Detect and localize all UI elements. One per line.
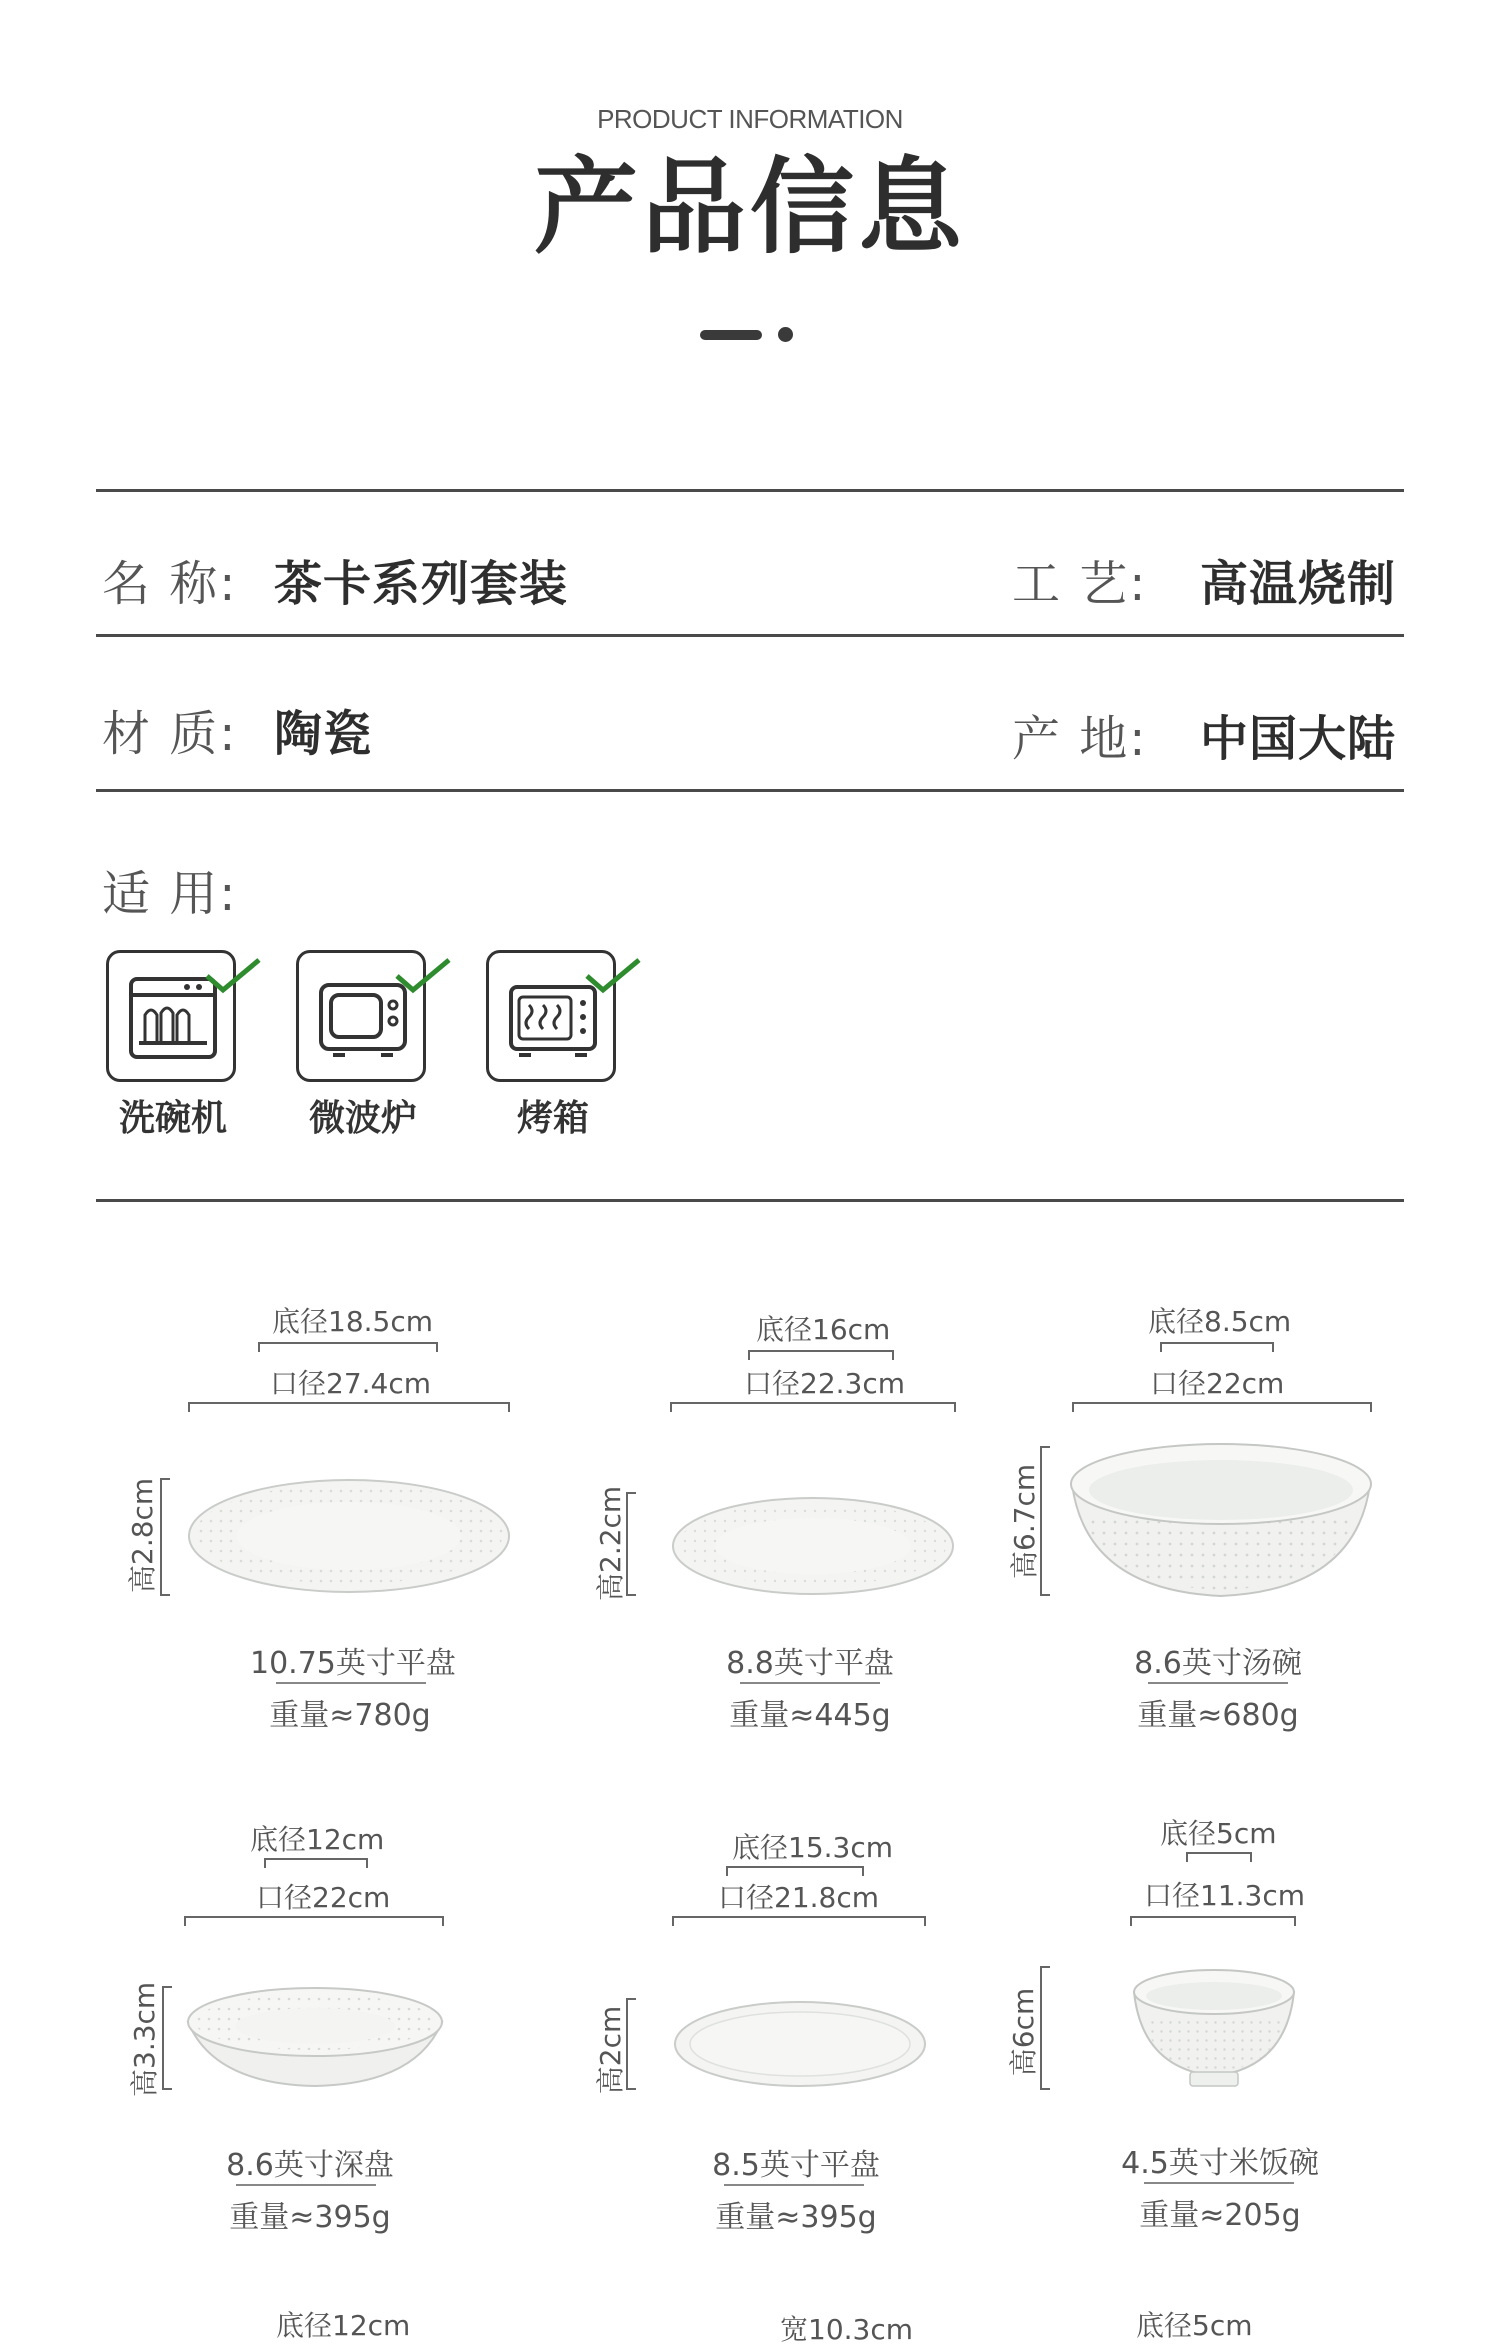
check-icon (393, 956, 453, 996)
name-underline (724, 2184, 864, 2186)
width-label: 宽10.3cm (780, 2313, 914, 2346)
usage-label: 适 用: (102, 866, 238, 922)
product-name: 4.5英寸米饭碗 (1121, 2146, 1319, 2181)
product-weight: 重量≈445g (729, 1698, 891, 1733)
mouth-diameter-bracket (1072, 1402, 1372, 1412)
height-label: 高6.7cm (1008, 1463, 1041, 1579)
mouth-diameter-label: 口径27.4cm (270, 1367, 432, 1400)
deep-plate-image (184, 1984, 446, 2088)
usage-item-label: 烤箱 (516, 1098, 589, 1139)
usage-item-label: 微波炉 (308, 1098, 417, 1139)
mouth-diameter-bracket (670, 1402, 956, 1412)
base-diameter-bracket (264, 1858, 368, 1868)
product-name: 8.5英寸平盘 (712, 2148, 880, 2183)
mouth-diameter-label: 口径22cm (256, 1881, 391, 1914)
base-diameter-label: 底径15.3cm (732, 1831, 894, 1864)
craft-label: 工 艺: (1012, 556, 1148, 612)
craft-value: 高温烧制 (1200, 556, 1397, 612)
flat-plate-image (670, 1496, 956, 1600)
base-diameter-label: 底径5cm (1136, 2309, 1253, 2342)
base-diameter-label: 底径12cm (276, 2309, 411, 2342)
base-diameter-bracket (1160, 1342, 1274, 1352)
soup-bowl-image (1066, 1440, 1376, 1600)
product-weight: 重量≈680g (1137, 1698, 1299, 1733)
origin-label: 产 地: (1012, 711, 1148, 767)
height-label: 高2cm (594, 2005, 627, 2095)
product-weight: 重量≈395g (229, 2200, 391, 2235)
check-icon (203, 956, 263, 996)
mouth-diameter-bracket (188, 1402, 510, 1412)
base-diameter-bracket (1186, 1852, 1252, 1862)
base-diameter-label: 底径12cm (250, 1823, 385, 1856)
product-name: 8.6英寸深盘 (226, 2148, 394, 2183)
base-diameter-bracket (748, 1350, 894, 1360)
material-label: 材 质: (102, 706, 238, 762)
height-label: 高2.8cm (126, 1477, 159, 1593)
base-diameter-bracket (726, 1866, 864, 1876)
usage-item-label: 洗碗机 (118, 1098, 227, 1139)
height-bracket (162, 1986, 172, 2090)
name-label: 名 称: (102, 556, 238, 612)
base-diameter-label: 底径16cm (756, 1313, 891, 1346)
product-weight: 重量≈780g (269, 1698, 431, 1733)
mouth-diameter-label: 口径21.8cm (718, 1881, 880, 1914)
name-underline (1148, 1682, 1288, 1684)
height-label: 高6cm (1007, 1987, 1040, 2077)
mouth-diameter-bracket (1130, 1916, 1296, 1926)
height-label: 高3.3cm (128, 1981, 161, 2097)
material-value: 陶瓷 (274, 706, 373, 762)
mouth-diameter-label: 口径22.3cm (744, 1367, 906, 1400)
name-value: 茶卡系列套装 (274, 556, 569, 612)
product-name: 8.8英寸平盘 (726, 1646, 894, 1681)
product-weight: 重量≈205g (1139, 2198, 1301, 2233)
base-diameter-bracket (258, 1342, 438, 1352)
base-diameter-label: 底径18.5cm (272, 1305, 434, 1338)
mouth-diameter-label: 口径11.3cm (1144, 1879, 1306, 1912)
divider (96, 789, 1404, 792)
name-underline (740, 1682, 880, 1684)
title-decoration (700, 327, 800, 343)
mouth-diameter-label: 口径22cm (1150, 1367, 1285, 1400)
base-diameter-label: 底径8.5cm (1148, 1305, 1292, 1338)
mouth-diameter-bracket (184, 1916, 444, 1926)
origin-value: 中国大陆 (1200, 711, 1397, 767)
check-icon (583, 956, 643, 996)
product-name: 8.6英寸汤碗 (1134, 1646, 1302, 1681)
height-label: 高2.2cm (594, 1485, 627, 1601)
base-diameter-label: 底径5cm (1160, 1817, 1277, 1850)
section-subtitle-en: PRODUCT INFORMATION (597, 104, 903, 134)
product-name: 10.75英寸平盘 (250, 1646, 456, 1681)
divider (96, 634, 1404, 637)
flat-plate-image (672, 1996, 928, 2092)
name-underline (236, 2184, 376, 2186)
height-bracket (160, 1478, 170, 1596)
divider (96, 489, 1404, 492)
flat-plate-image (186, 1476, 512, 1602)
name-underline (1144, 2182, 1294, 2184)
rice-bowl-image (1130, 1964, 1298, 2094)
section-title: 产品信息 (533, 146, 966, 268)
divider (96, 1199, 1404, 1202)
mouth-diameter-bracket (672, 1916, 926, 1926)
name-underline (276, 1682, 426, 1684)
product-weight: 重量≈395g (715, 2200, 877, 2235)
